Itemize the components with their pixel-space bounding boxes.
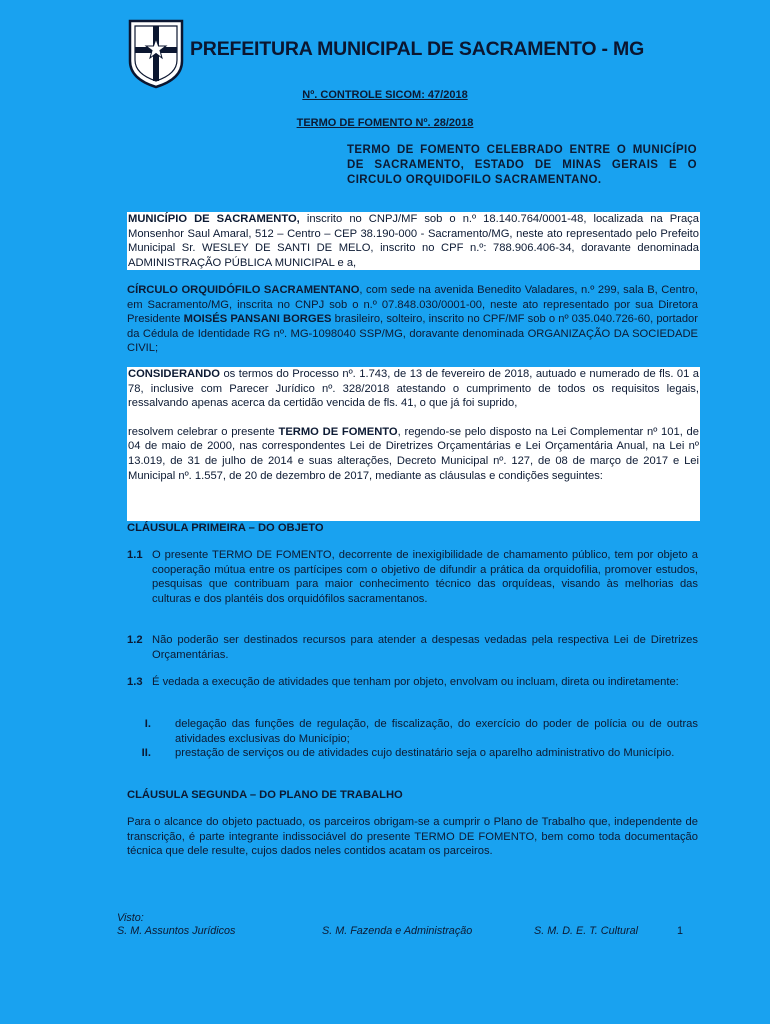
clausula-segunda-text: Para o alcance do objeto pactuado, os parceiros obrigam-se a cumprir o Plano de Trabalho que, independente de transcrição, é parte integrante indissociável do presente TERMO DE FOMENTO, bem como toda documentação técnica que dele resulte, cujos dados neles contidos acatam os parceiros. xyxy=(127,816,698,858)
roman-number: II. xyxy=(141,747,151,759)
parte-osc-name: CÍRCULO ORQUIDÓFILO SACRAMENTANO xyxy=(127,284,360,296)
considerando-lead: CONSIDERANDO xyxy=(128,368,220,380)
footer-visto: Visto: xyxy=(117,912,144,924)
footer-visto-row xyxy=(117,912,697,925)
clausula-segunda-heading: CLÁUSULA SEGUNDA – DO PLANO DE TRABALHO xyxy=(127,789,403,801)
roman-item xyxy=(127,717,698,746)
parte-osc-text-b: brasileiro, solteiro, inscrito no CPF/MF sob o nº 035.040.726-60, portador da Cédula de Identidade RG nº. MG-1098040 SSP/MG, doravante denominada ORGANIZAÇÃO DA SOCIEDADE CIVIL; xyxy=(127,313,699,355)
parte-municipio-name: MUNICÍPIO DE SACRAMENTO, xyxy=(128,213,300,225)
clause-text: O presente TERMO DE FOMENTO, decorrente de inexigibilidade de chamamento público, tem por objeto a cooperação mútua entre os partícipes com o objetivo de difundir a prática da orquidofilia, promover estudos, pesquisas que contribuam para maior conhecimento técnico das orquídeas, visando às melhorias das culturas e dos plantéis dos orquidófilos sacramentanos. xyxy=(152,549,698,605)
footer-signatures-row xyxy=(117,925,697,938)
page-number: 1 xyxy=(677,925,684,937)
considerando-paragraph xyxy=(128,367,699,411)
clause-number: 1.2 xyxy=(127,634,143,646)
termo-ementa: TERMO DE FOMENTO CELEBRADO ENTRE O MUNICÍPIO DE SACRAMENTO, ESTADO DE MINAS GERAIS E O CIRCULO ORQUIDOFILO SACRAMENTANO. xyxy=(347,144,697,186)
considerando-text: os termos do Processo nº. 1.743, de 13 de fevereiro de 2018, autuado e numerado de fls. 01 a 78, inclusive com Parecer Jurídico nº. 328/2018 atestando o cumprimento de todos os requisitos legais, ressalvando apenas acerca da certidão vencida de fls. 41, o que já foi suprido, xyxy=(128,368,699,410)
roman-item xyxy=(127,746,698,761)
roman-number: I. xyxy=(144,718,151,730)
roman-text: prestação de serviços ou de atividades cujo destinatário seja o aparelho administrativo do Município. xyxy=(175,747,675,759)
clause-item xyxy=(127,548,698,606)
clause-item xyxy=(127,675,698,690)
clausula-primeira-heading: CLÁUSULA PRIMEIRA – DO OBJETO xyxy=(127,522,324,534)
clause-item xyxy=(127,633,698,662)
clause-text: É vedada a execução de atividades que tenham por objeto, envolvam ou incluam, direta ou indiretamente: xyxy=(152,676,679,688)
considerando-box xyxy=(127,367,700,521)
resolvem-paragraph xyxy=(128,425,699,483)
municipal-crest-icon xyxy=(127,17,185,89)
parte-municipio-text: inscrito no CNPJ/MF sob o n.º 18.140.764/0001-48, localizada na Praça Monsenhor Saul Amaral, 512 – Centro – CEP 38.190-000 - Sacramento/MG, neste ato representado pelo Prefeito Municipal Sr. WESLEY DE SANTI DE MELO, inscrito no CPF n.º: 788.906.406-34, doravante denominada ADMINISTRAÇÃO PÚBLICA MUNICIPAL e a, xyxy=(128,213,699,269)
page-title: PREFEITURA MUNICIPAL DE SACRAMENTO - MG xyxy=(190,38,645,60)
roman-text: delegação das funções de regulação, de fiscalização, do exercício do poder de polícia ou de outras atividades exclusivas do Município; xyxy=(175,718,698,745)
footer xyxy=(117,912,697,938)
resolvem-text-b: , regendo-se pelo disposto na Lei Complementar nº 101, de 04 de maio de 2000, nas correspondentes Lei de Diretrizes Orçamentárias e Lei Orçamentária Anual, na Lei nº 13.019, de 31 de julho de 2014 e suas alterações, Decreto Municipal nº. 127, de 08 de março de 2017 e Lei Municipal nº. 1.557, de 20 de dezembro de 2017, mediante as cláusulas e condições seguintes: xyxy=(128,425,699,482)
termo-number: TERMO DE FOMENTO Nº. 28/2018 xyxy=(296,117,474,129)
clause-number: 1.3 xyxy=(127,676,143,688)
clause-text: Não poderão ser destinados recursos para atender a despesas vedadas pela respectiva Lei de Diretrizes Orçamentárias. xyxy=(152,634,698,661)
footer-signature-cultural: S. M. D. E. T. Cultural xyxy=(534,925,638,937)
footer-signature-juridicos: S. M. Assuntos Jurídicos xyxy=(117,925,236,937)
parte-municipio xyxy=(127,212,700,270)
control-number: Nº. CONTROLE SICOM: 47/2018 xyxy=(302,89,468,101)
resolvem-text-a: resolvem celebrar o presente xyxy=(128,425,279,438)
parte-osc-president: MOISÉS PANSANI BORGES xyxy=(183,313,332,326)
clause-number: 1.1 xyxy=(127,549,143,561)
parte-osc xyxy=(127,283,698,356)
resolvem-bold: TERMO DE FOMENTO xyxy=(278,425,398,438)
parte-osc-text-a: , com sede na avenida Benedito Valadares, n.º 299, sala B, Centro, em Sacramento/MG, inscrita no CNPJ sob o n.º 07.848.030/0001-00, neste ato representado por sua Diretora Presidente xyxy=(127,284,698,326)
footer-signature-fazenda: S. M. Fazenda e Administração xyxy=(322,925,473,937)
